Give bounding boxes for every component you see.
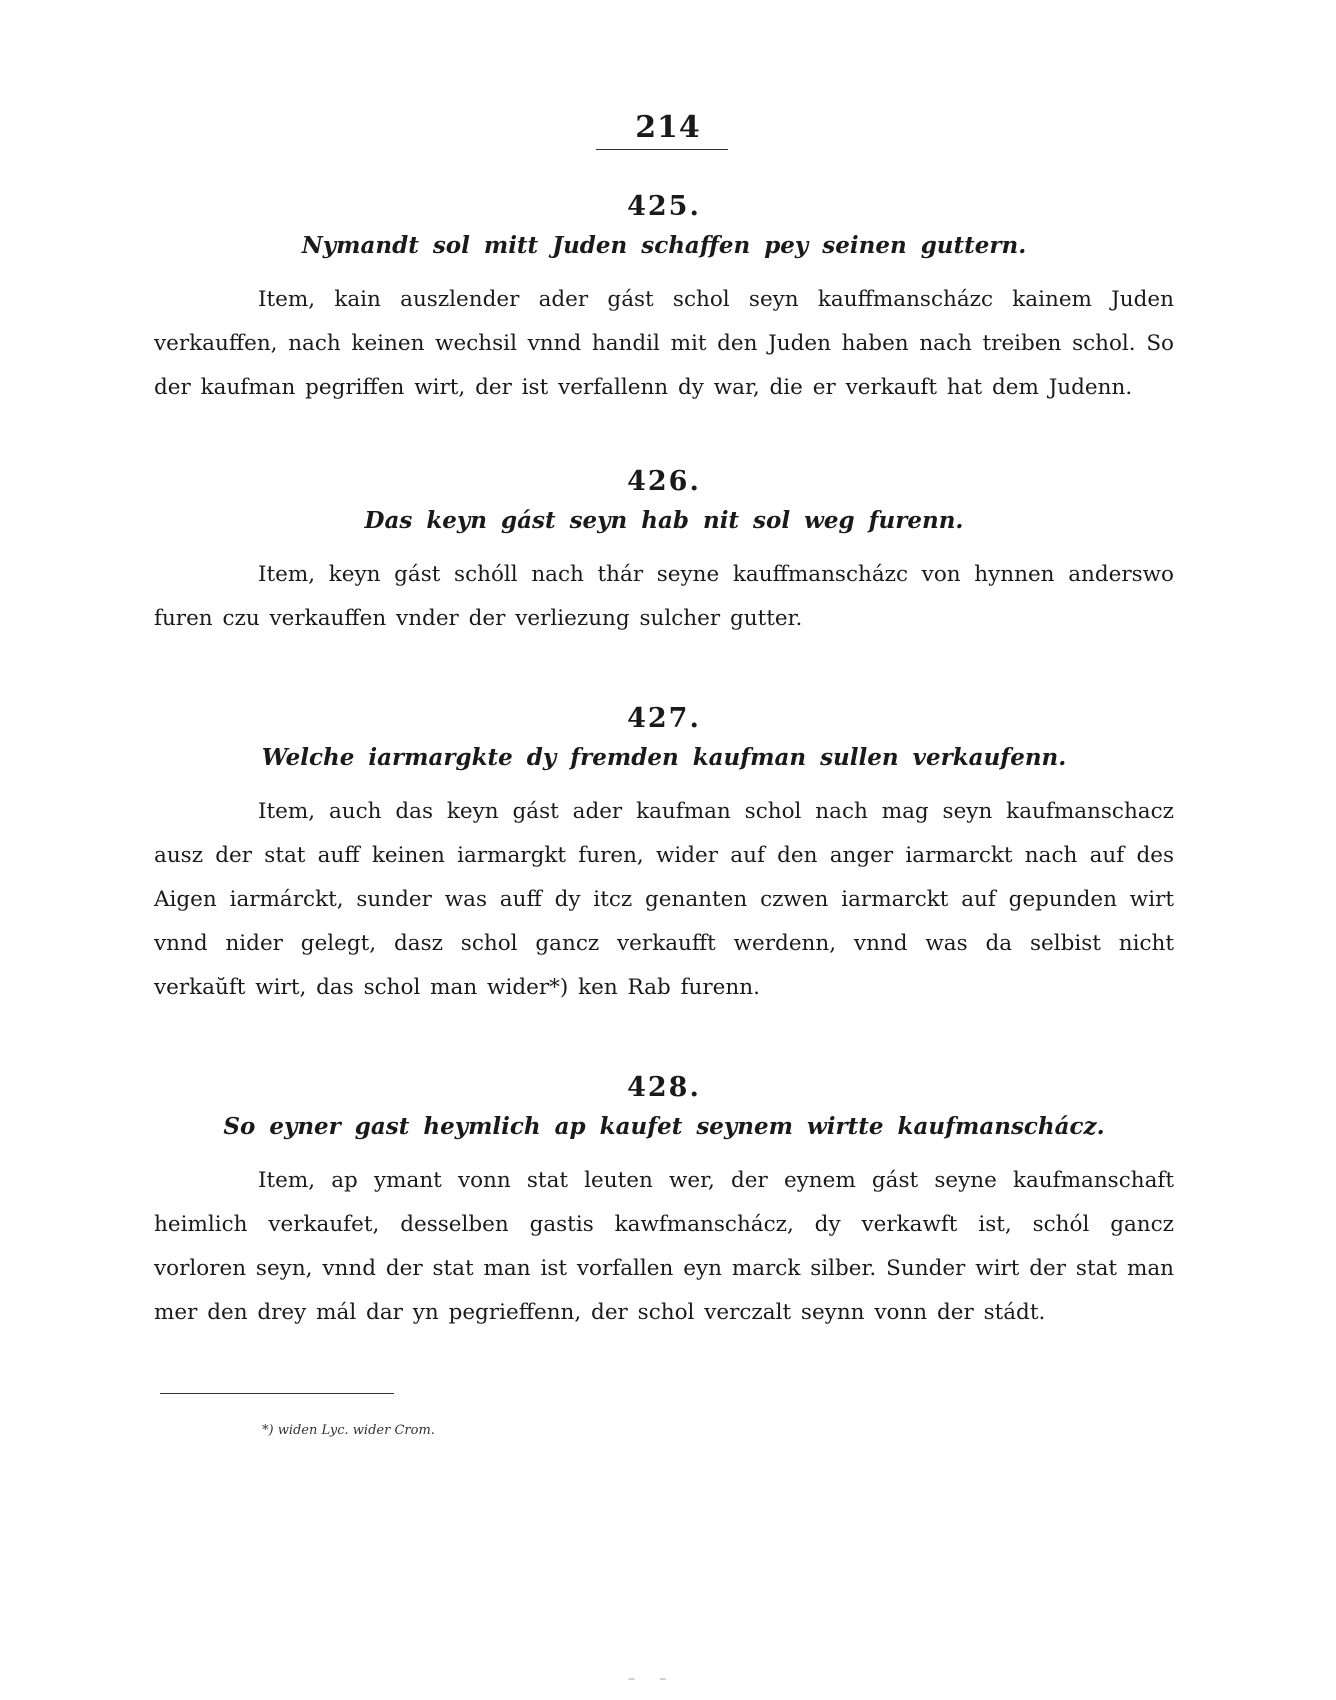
- section-body: Item, keyn gást schóll nach thár seyne kauffmanscházc von hynnen anderswo furen czu verkauffen vnder der verliezung sulcher gutter.: [154, 562, 1174, 631]
- section-number: 426.: [627, 466, 701, 497]
- section-title: Das keyn gást seyn hab nit sol weg furenn.: [364, 507, 964, 534]
- section-number: 427.: [627, 703, 701, 734]
- section-title: Nymandt sol mitt Juden schaffen pey seinen guttern.: [301, 232, 1027, 259]
- section-428: [154, 1069, 1174, 1335]
- section-number: 425.: [627, 191, 701, 222]
- section-body: Item, ap ymant vonn stat leuten wer, der eynem gást seyne kaufmanschaft heimlich verkaufet, desselben gastis kawfmanschácz, dy verkawft ist, schól gancz vorloren seyn, vnnd der stat man ist vorfallen eyn marck silber. Sunder wirt der stat man mer den drey mál dar yn pegrieffenn, der schol verczalt seynn vonn der stádt.: [154, 1168, 1174, 1325]
- section-title: Welche iarmargkte dy fremden kaufman sullen verkaufenn.: [261, 744, 1067, 771]
- section-body: Item, auch das keyn gást ader kaufman schol nach mag seyn kaufmanschacz ausz der stat auff keinen iarmargkt furen, wider auf den anger iarmarckt nach auf des Aigen iarmárckt, sunder was auff dy itcz genanten czwen iarmarckt auf gepunden wirt vnnd nider gelegt, dasz schol gancz verkaufft werdenn, vnnd was da selbist nicht verkaŭft wirt, das schol man wider*) ken Rab furenn.: [154, 799, 1174, 1000]
- section-426: [154, 463, 1174, 641]
- section-title: So eyner gast heymlich ap kaufet seynem wirtte kaufmanschácz.: [223, 1113, 1105, 1140]
- page-number-rule: [596, 149, 728, 150]
- section-body: Item, kain auszlender ader gást schol seyn kauffmanscházc kainem Juden verkauffen, nach keinen wechsil vnnd handil mit den Juden haben nach treiben schol. So der kaufman pegriffen wirt, der ist verfallenn dy war, die er verkauft hat dem Judenn.: [154, 287, 1174, 400]
- footnote-rule: [160, 1393, 394, 1394]
- bottom-marks: – –: [628, 1671, 677, 1687]
- footnote: *) widen Lyc. wider Crom.: [262, 1423, 435, 1438]
- section-number: 428.: [627, 1072, 701, 1103]
- page-number: 214: [635, 110, 701, 145]
- section-427: [154, 700, 1174, 1010]
- section-425: [154, 188, 1174, 410]
